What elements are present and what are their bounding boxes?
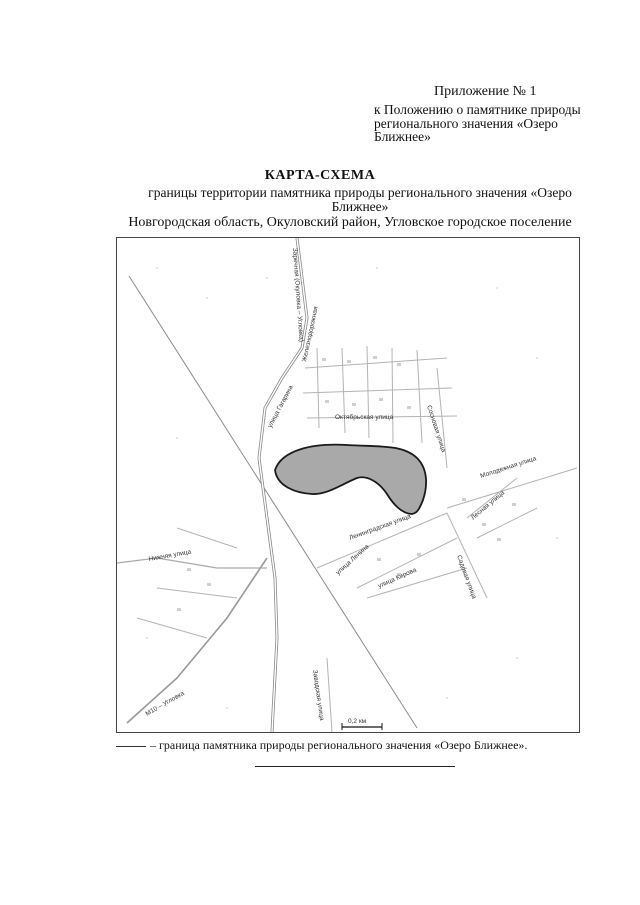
scale-bar [342,718,382,730]
document-subtitle: границы территории памятника природы регионального значения «Озеро Ближнее» [148,185,572,214]
lake-ozero-blizhnee [275,445,426,514]
label-nizhnyaya: Нижняя улица [148,548,192,563]
label-lesnaya: Лесная улица [469,489,507,522]
label-oktyabrskaya: Октябрьская улица [335,414,394,421]
legend-text: – граница памятника природы регионального значения «Озеро Ближнее». [150,738,528,752]
label-road-north: Заречная (Окуловка – Угловка) [291,247,305,343]
label-sadovaya: Садовая улица [455,554,478,600]
label-zavodskaya: Заводская улица [311,669,326,722]
label-zheleznodorozhnaya: Железнодорожная [301,305,320,363]
road-southwest [127,558,267,723]
appendix-title: Приложение № 1 [434,84,537,99]
scale-label: 0,2 км [348,718,367,725]
end-rule [255,766,455,767]
label-road-m10: М10 – Угловка [144,689,186,718]
document-title: КАРТА-СХЕМА [264,168,376,183]
label-molodezhnaya: Молодежная улица [479,455,538,480]
label-leningradskaya: Ленинградская улица [348,513,412,542]
map-frame [116,237,580,733]
map-texture [146,267,558,709]
legend-boundary-symbol [116,746,146,747]
label-ulitsa-lenina: улица Ленина [334,543,371,577]
map-svg [117,238,579,732]
label-ulitsa-gagarina: улица Гагарина [266,384,295,429]
label-sosnovaya: Сосновая улица [425,404,447,454]
railway-line [129,276,417,728]
document-location: Новгородская область, Окуловский район, Угловское городское поселение [128,215,572,230]
road-west [117,558,267,568]
label-ulitsa-kirova: улица Кирова [376,566,418,590]
legend [116,738,527,753]
appendix-reference: к Положению о памятнике природы регионального значения «Озеро Ближнее» [374,102,581,144]
